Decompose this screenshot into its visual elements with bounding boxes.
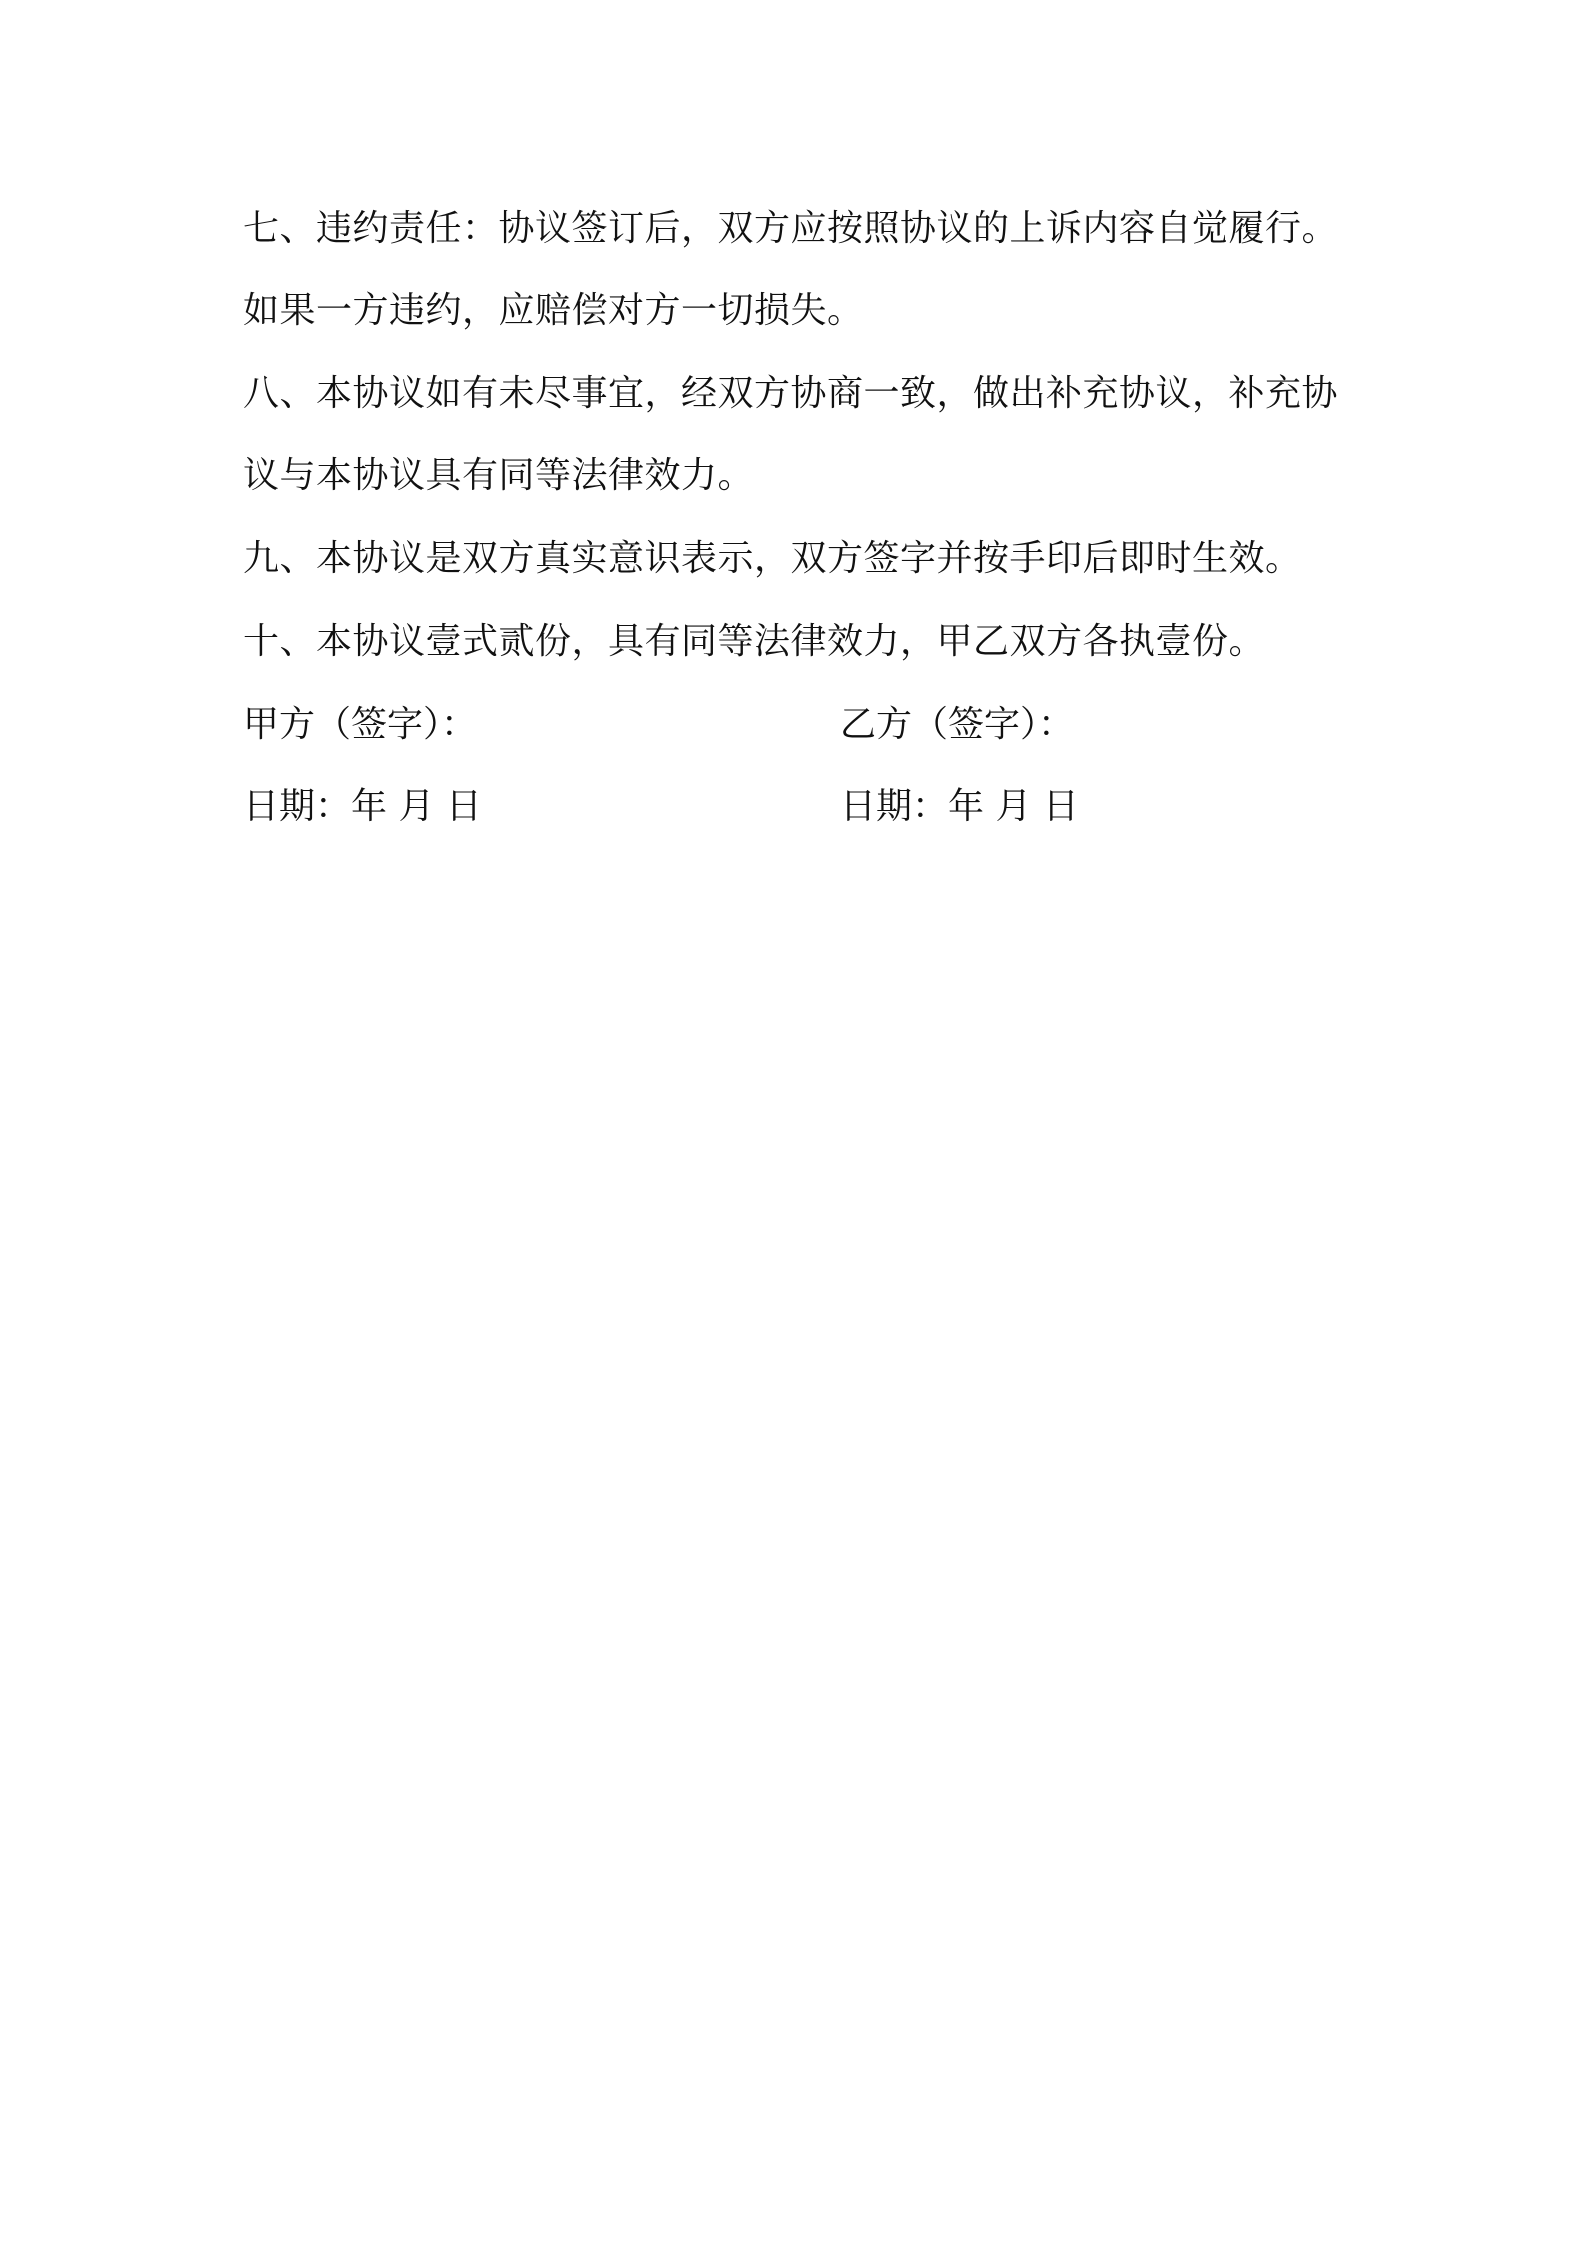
party-a-signature-label: 甲方（签字）： [243,704,478,745]
clause-8-line-1: 八、本协议如有未尽事宜，经双方协商一致，做出补充协议，补充协 [243,373,1339,414]
party-b-signature-label: 乙方（签字）： [840,704,1075,745]
clause-9: 九、本协议是双方真实意识表示，双方签字并按手印后即时生效。 [243,538,1302,579]
clause-7-line-2: 如果一方违约，应赔偿对方一切损失。 [243,290,864,331]
party-a-date-label: 日期：年 月 日 [243,786,482,827]
clause-8-line-2: 议与本协议具有同等法律效力。 [243,455,755,496]
clause-10: 十、本协议壹式贰份，具有同等法律效力，甲乙双方各执壹份。 [243,621,1266,662]
clause-7-line-1: 七、违约责任：协议签订后，双方应按照协议的上诉内容自觉履行。 [243,208,1339,249]
party-b-date-label: 日期：年 月 日 [840,786,1079,827]
